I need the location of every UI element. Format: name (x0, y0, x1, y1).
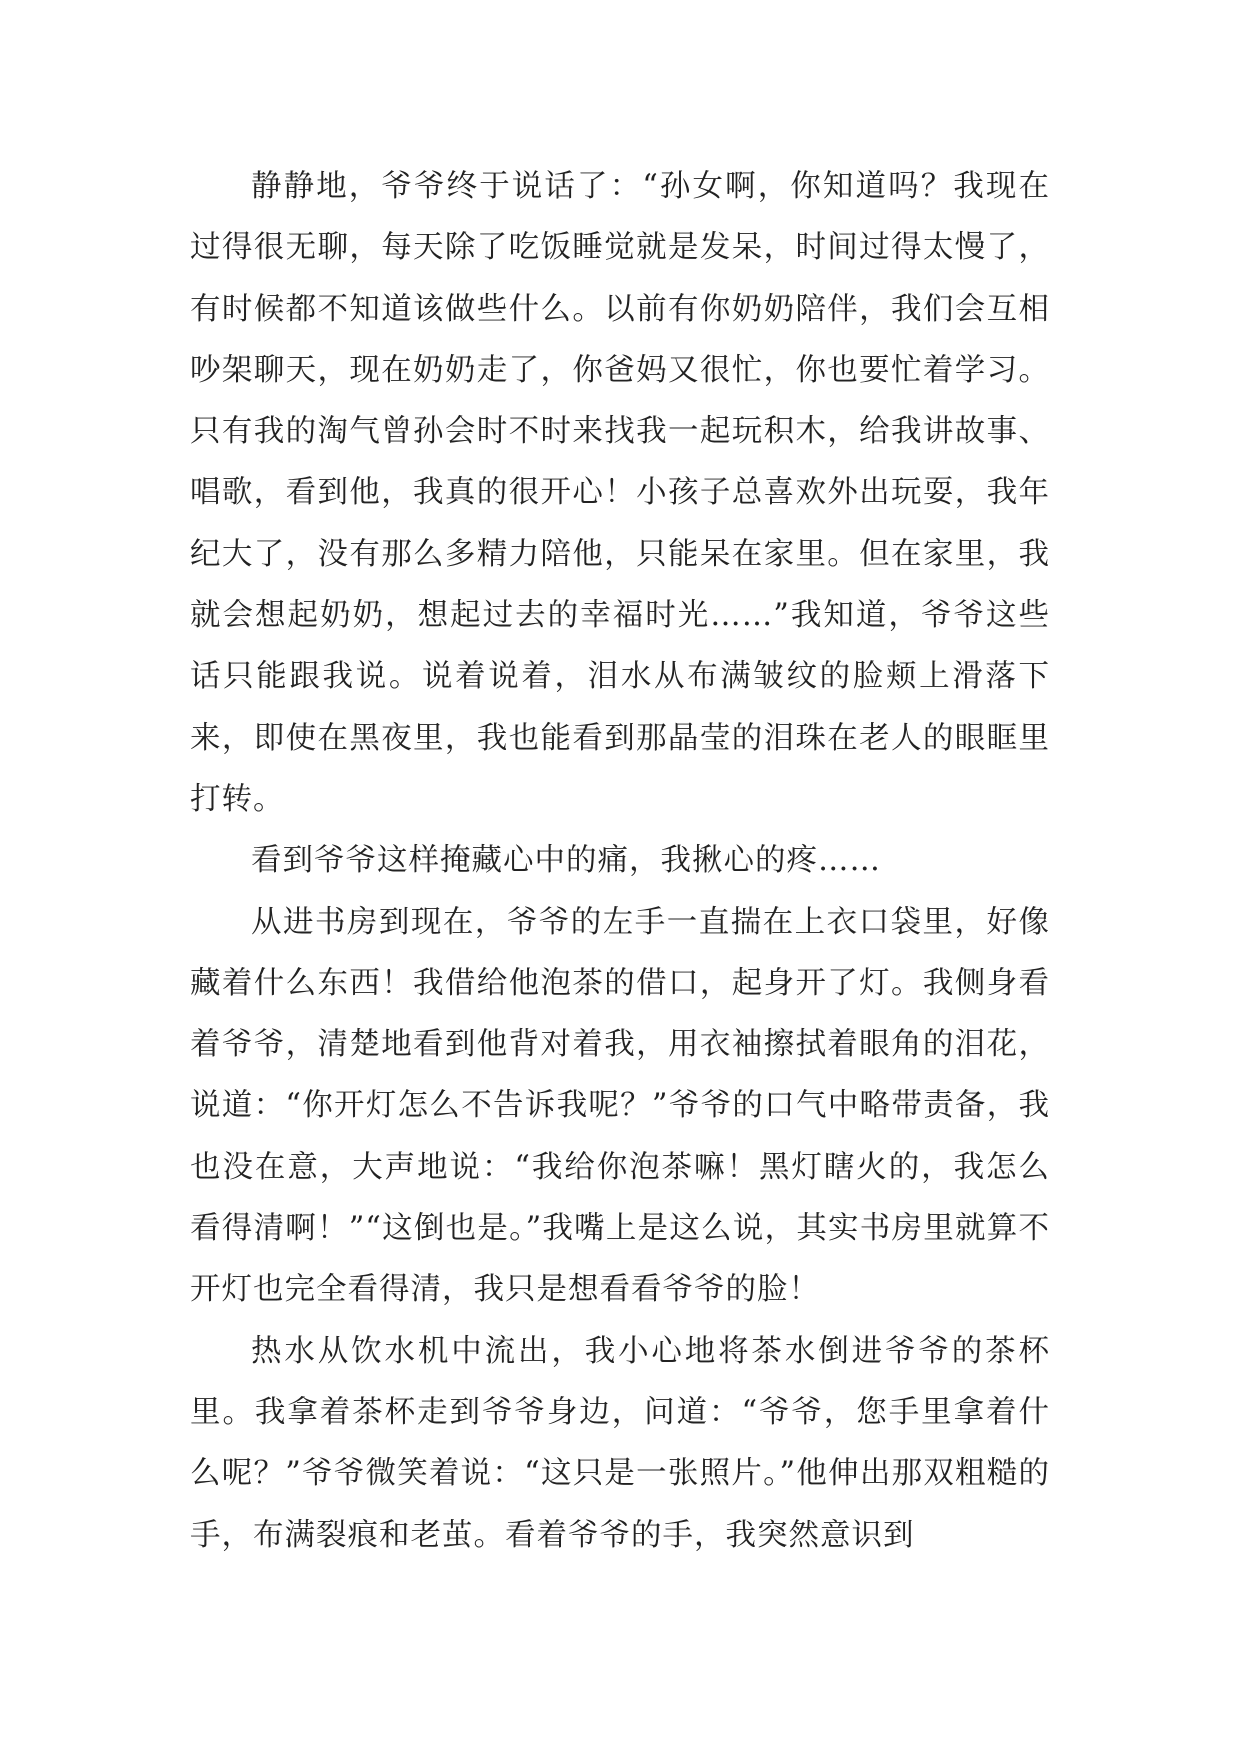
paragraph-3: 从进书房到现在，爷爷的左手一直揣在上衣口袋里，好像藏着什么东西！我借给他泡茶的借口，起身开了灯。我侧身看着爷爷，清楚地看到他背对着我，用衣袖擦拭着眼角的泪花，说道：“你开灯怎么不告诉我呢？”爷爷的口气中略带责备，我也没在意，大声地说：“我给你泡茶嘛！黑灯瞎火的，我怎么看得清啊！”“这倒也是。”我嘴上是这么说，其实书房里就算不开灯也完全看得清，我只是想看看爷爷的脸！ (190, 904, 1050, 1308)
body-text (190, 156, 1050, 1566)
paragraph-4: 热水从饮水机中流出，我小心地将茶水倒进爷爷的茶杯里。我拿着茶杯走到爷爷身边，问道：“爷爷，您手里拿着什么呢？”爷爷微笑着说：“这只是一张照片。”他伸出那双粗糙的手，布满裂痕和老茧。看着爷爷的手，我突然意识到 (190, 1333, 1050, 1553)
paragraph-2: 看到爷爷这样掩藏心中的痛，我揪心的疼…… (251, 843, 881, 879)
paragraph-1: 静静地，爷爷终于说话了：“孙女啊，你知道吗？我现在过得很无聊，每天除了吃饭睡觉就是发呆，时间过得太慢了，有时候都不知道该做些什么。以前有你奶奶陪伴，我们会互相吵架聊天，现在奶奶走了，你爸妈又很忙，你也要忙着学习。只有我的淘气曾孙会时不时来找我一起玩积木，给我讲故事、唱歌，看到他，我真的很开心！小孩子总喜欢外出玩耍，我年纪大了，没有那么多精力陪他，只能呆在家里。但在家里，我就会想起奶奶，想起过去的幸福时光……”我知道，爷爷这些话只能跟我说。说着说着，泪水从布满皱纹的脸颊上滑落下来，即使在黑夜里，我也能看到那晶莹的泪珠在老人的眼眶里打转。 (190, 169, 1050, 817)
